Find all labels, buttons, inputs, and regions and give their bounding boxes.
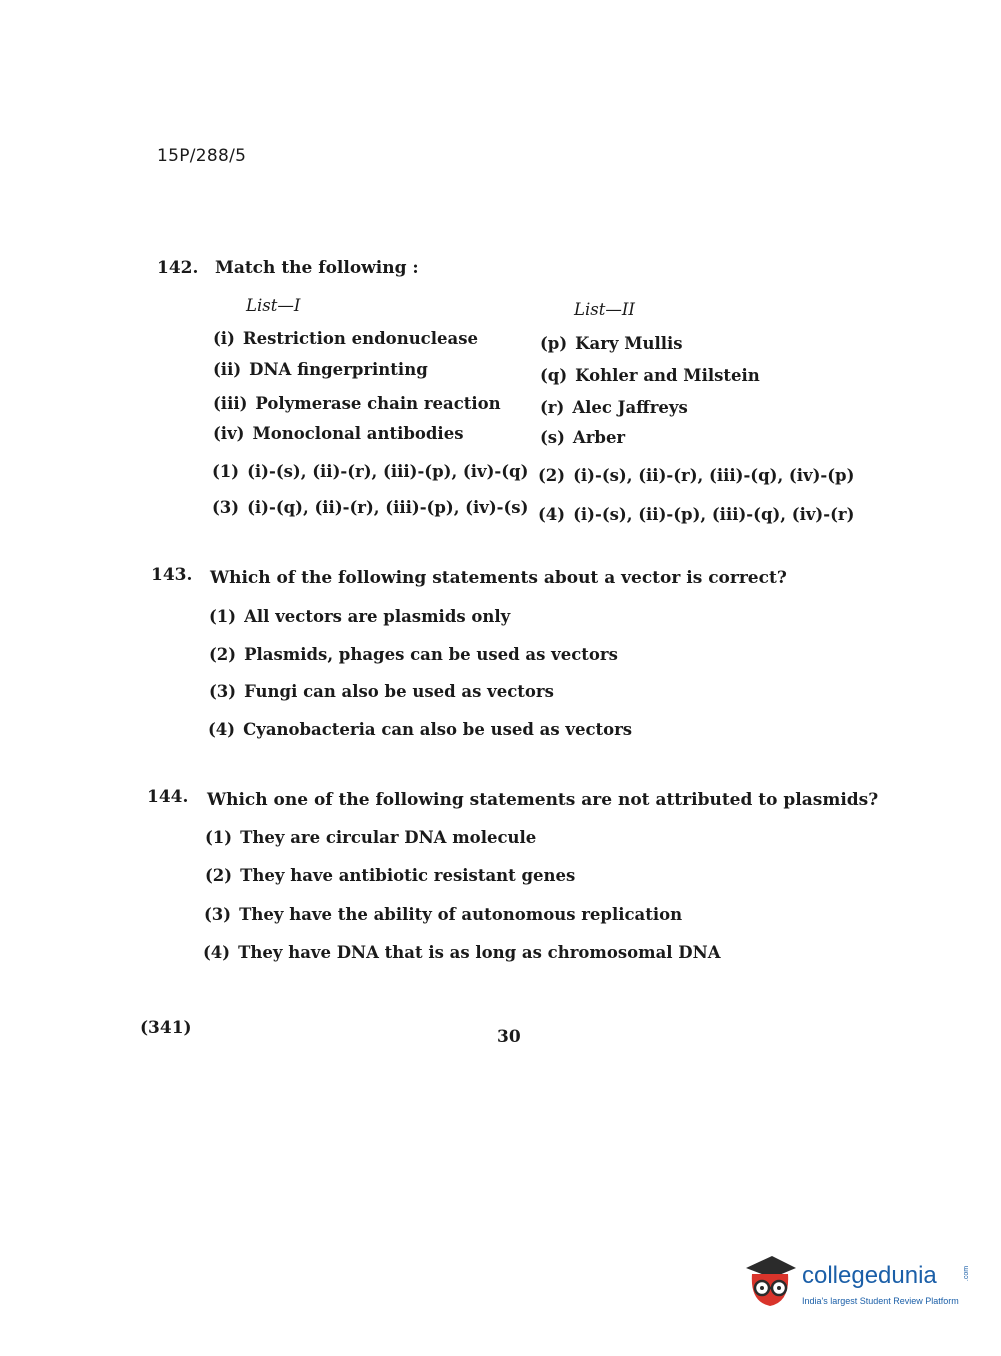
option-number: (4) — [208, 720, 236, 739]
mascot-icon — [742, 1250, 798, 1314]
list2-item — [540, 398, 688, 417]
option-number: (2) — [538, 466, 566, 485]
question-143-number: 143. — [151, 565, 193, 585]
list2-item — [540, 428, 625, 447]
question-142-number: 142. — [157, 258, 199, 278]
option-number: (3) — [212, 498, 240, 517]
logo-brand: collegedunia — [802, 1262, 937, 1289]
page-number: 30 — [497, 1027, 521, 1047]
list2-key: (q) — [540, 366, 568, 385]
list2-item — [540, 334, 683, 353]
question-142-text: Match the following : — [215, 258, 419, 278]
list2-item — [540, 366, 760, 385]
option-text: They are circular DNA molecule — [240, 828, 537, 847]
question-142-option-4 — [538, 505, 854, 524]
option-number: (2) — [205, 866, 233, 885]
question-142-option-1 — [212, 462, 528, 481]
option-number: (4) — [203, 943, 231, 962]
option-text: (i)-(s), (ii)-(r), (iii)-(p), (iv)-(q) — [247, 462, 529, 481]
collegedunia-logo — [742, 1250, 972, 1314]
question-142-option-3 — [212, 498, 528, 517]
list2-key: (r) — [540, 398, 565, 417]
question-144-option-1 — [205, 828, 536, 847]
list1-item — [213, 360, 428, 379]
list1-text: Polymerase chain reaction — [255, 394, 501, 413]
question-144-option-4 — [203, 943, 721, 962]
question-143-option-3 — [209, 682, 554, 701]
option-number: (4) — [538, 505, 566, 524]
option-number: (3) — [209, 682, 237, 701]
option-text: (i)-(s), (ii)-(p), (iii)-(q), (iv)-(r) — [573, 505, 855, 524]
footer-code: (341) — [140, 1018, 192, 1038]
option-number: (1) — [209, 607, 237, 626]
list1-text: DNA fingerprinting — [249, 360, 428, 379]
logo-suffix: .com — [963, 1265, 971, 1282]
question-143-option-2 — [209, 645, 618, 664]
option-text: Fungi can also be used as vectors — [244, 682, 554, 701]
list2-text: Kary Mullis — [575, 334, 683, 353]
list2-text: Arber — [572, 428, 626, 447]
list2-key: (s) — [540, 428, 565, 447]
option-text: (i)-(s), (ii)-(r), (iii)-(q), (iv)-(p) — [573, 466, 855, 485]
list2-title: List—II — [574, 300, 635, 319]
question-144-text: Which one of the following statements are not attributed to plasmids? — [207, 790, 879, 810]
list1-title: List—I — [246, 296, 301, 315]
list2-key: (p) — [540, 334, 568, 353]
list1-item — [213, 394, 501, 413]
list2-text: Alec Jaffreys — [572, 398, 688, 417]
list1-text: Monoclonal antibodies — [252, 424, 464, 443]
option-number: (2) — [209, 645, 237, 664]
question-143-option-1 — [209, 607, 510, 626]
question-142-option-2 — [538, 466, 854, 485]
option-text: (i)-(q), (ii)-(r), (iii)-(p), (iv)-(s) — [247, 498, 529, 517]
list1-item — [213, 424, 464, 443]
question-144-option-2 — [205, 866, 575, 885]
list1-key: (iii) — [213, 394, 248, 413]
list1-text: Restriction endonuclease — [242, 329, 478, 348]
list2-text: Kohler and Milstein — [575, 366, 760, 385]
option-text: They have antibiotic resistant genes — [240, 866, 576, 885]
logo-tagline: India's largest Student Review Platform — [802, 1296, 959, 1306]
option-number: (1) — [212, 462, 240, 481]
option-text: Cyanobacteria can also be used as vectors — [243, 720, 633, 739]
question-144-option-3 — [204, 905, 682, 924]
option-number: (1) — [205, 828, 233, 847]
list1-key: (iv) — [213, 424, 245, 443]
list1-key: (i) — [213, 329, 235, 348]
list1-item — [213, 329, 478, 348]
option-text: They have DNA that is as long as chromosomal DNA — [238, 943, 721, 962]
question-144-number: 144. — [147, 787, 189, 807]
paper-code: 15P/288/5 — [157, 146, 247, 166]
list1-key: (ii) — [213, 360, 242, 379]
option-text: They have the ability of autonomous replication — [239, 905, 683, 924]
question-143-text: Which of the following statements about a vector is correct? — [210, 568, 787, 588]
option-text: All vectors are plasmids only — [244, 607, 511, 626]
option-text: Plasmids, phages can be used as vectors — [244, 645, 618, 664]
option-number: (3) — [204, 905, 232, 924]
question-143-option-4 — [208, 720, 632, 739]
